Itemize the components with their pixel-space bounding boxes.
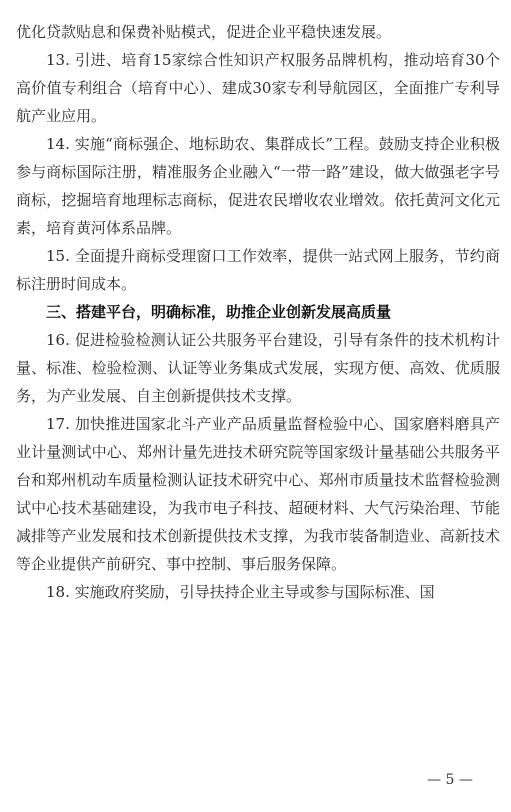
paragraph-continuation: 优化贷款贴息和保费补贴模式，促进企业平稳快速发展。 (16, 23, 392, 41)
document-body (16, 18, 500, 606)
paragraph-item-18: 18. 实施政府奖励，引导扶持企业主导或参与国际标准、国 (46, 583, 435, 601)
paragraph-item-17: 17. 加快推进国家北斗产业产品质量监督检验中心、国家磨料磨具产业计量测试中心、郑州计量先进技术研究院等国家级计量基础公共服务平台和郑州机动车质量检测认证技术研究中心、郑州市质量技术监督检验测试中心技术基础建设，为我市电子科技、超硬材料、大气污染治理、节能减排等产业发展和技术创新提供技术支撑，为我市装备制造业、高新技术等企业提供产前研究、事中控制、事后服务保障。 (16, 415, 500, 573)
paragraph-item-13: 13. 引进、培育15家综合性知识产权服务品牌机构，推动培育30个高价值专利组合（培育中心）、建成30家专利导航园区，全面推广专利导航产业应用。 (16, 51, 500, 125)
paragraph-item-15: 15. 全面提升商标受理窗口工作效率，提供一站式网上服务，节约商标注册时间成本。 (16, 247, 500, 293)
paragraph-item-14: 14. 实施“商标强企、地标助农、集群成长”工程。鼓励支持企业积极参与商标国际注册，精准服务企业融入“一带一路”建设，做大做强老字号商标，挖掘培育地理标志商标，促进农民增收农业增效。依托黄河文化元素，培育黄河体系品牌。 (16, 135, 500, 237)
page-number: — 5 — (427, 772, 473, 788)
section-heading: 三、搭建平台，明确标准，助推企业创新发展高质量 (46, 303, 392, 321)
paragraph-item-16: 16. 促进检验检测认证公共服务平台建设，引导有条件的技术机构计量、标准、检验检测、认证等业务集成式发展，实现方便、高效、优质服务，为产业发展、自主创新提供技术支撑。 (16, 331, 500, 405)
